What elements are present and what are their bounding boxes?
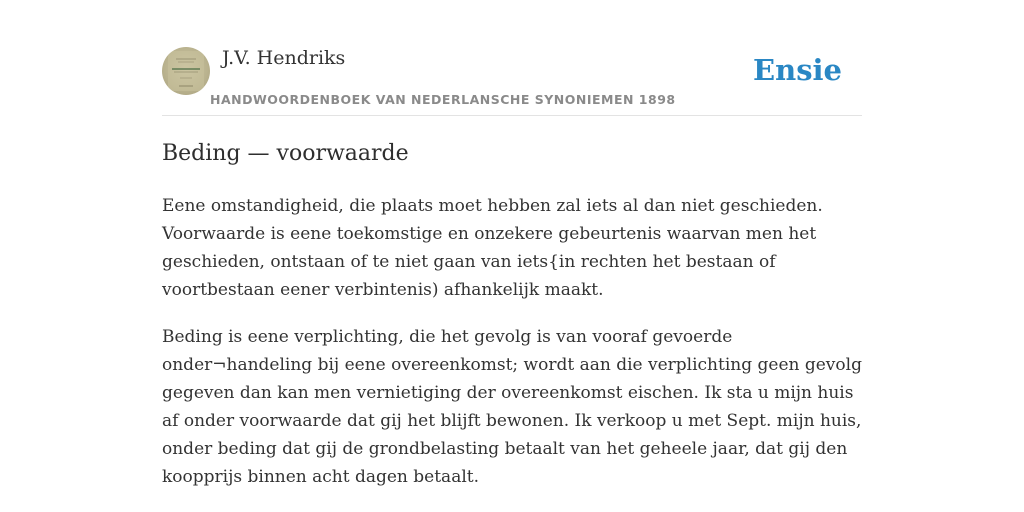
- entry-body: [162, 192, 862, 510]
- page-title: Beding — voorwaarde: [162, 141, 409, 166]
- header: [162, 46, 862, 116]
- book-cover-icon: [162, 47, 210, 95]
- paragraph-definition: Eene omstandigheid, die plaats moet hebben zal iets al dan niet geschieden. Voorwaarde is eene toekomstige en onzekere gebeurtenis waarvan men het geschieden, ontstaan of te niet gaan van iets{in rechten het bestaan of voortbestaan eener verbintenis) afhankelijk maakt.: [162, 196, 823, 300]
- paragraph-explanation: Beding is eene verplichting, die het gevolg is van vooraf gevoerde onder¬handeling bij eene overeenkomst; wordt aan die verplichting geen gevolg gegeven dan kan men vernietiging der overeenkomst eischen. Ik sta u mijn huis af onder voorwaarde dat gij het blijft bewonen. Ik verkoop u met Sept. mijn huis, onder beding dat gij de grondbelasting betaalt van het geheele jaar, dat gij den koopprijs binnen acht dagen betaalt.: [162, 327, 862, 487]
- source-title[interactable]: HANDWOORDENBOEK VAN NEDERLANSCHE SYNONIEMEN 1898: [210, 92, 676, 107]
- avatar[interactable]: [162, 47, 210, 95]
- brand-logo[interactable]: Ensie: [753, 53, 842, 87]
- author-name[interactable]: J.V. Hendriks: [222, 47, 346, 69]
